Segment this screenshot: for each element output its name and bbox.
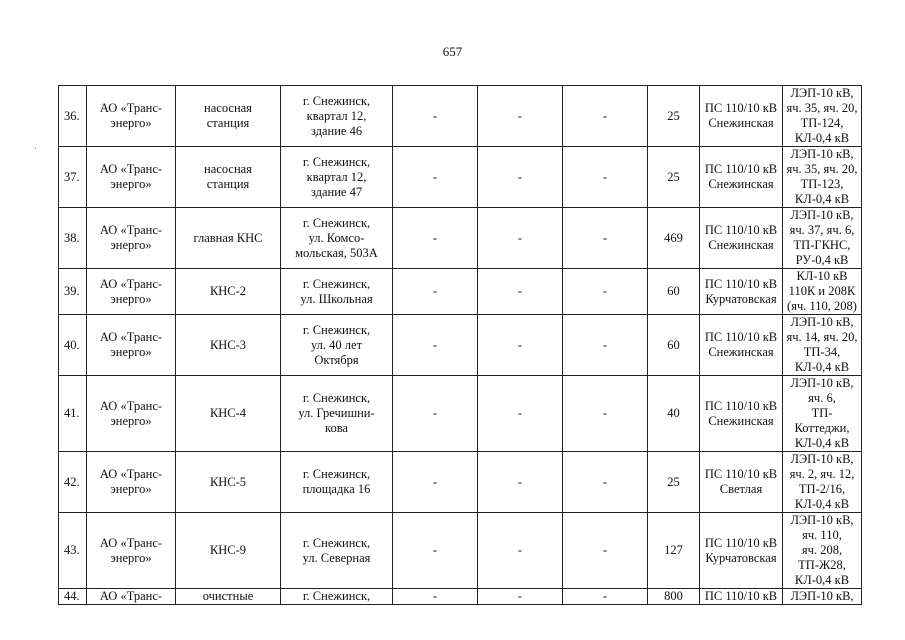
col-6-cell: - bbox=[563, 86, 648, 147]
object-name-cell: КНС-5 bbox=[176, 452, 281, 513]
row-number-cell: 41. bbox=[59, 376, 87, 452]
col-5-cell: - bbox=[478, 86, 563, 147]
address-cell: г. Снежинск, ул. Комсо- мольская, 503А bbox=[281, 208, 393, 269]
object-name-cell: КНС-2 bbox=[176, 269, 281, 315]
address-cell: г. Снежинск, bbox=[281, 589, 393, 605]
data-table bbox=[58, 85, 862, 605]
address-cell: г. Снежинск, ул. Гречишни- кова bbox=[281, 376, 393, 452]
substation-cell: ПС 110/10 кВ Курчатовская bbox=[700, 269, 783, 315]
power-kw-cell: 60 bbox=[648, 269, 700, 315]
row-number-cell: 40. bbox=[59, 315, 87, 376]
col-6-cell: - bbox=[563, 315, 648, 376]
col-4-cell: - bbox=[393, 513, 478, 589]
table-row bbox=[59, 208, 862, 269]
supply-line-cell: ЛЭП-10 кВ, яч. 6, ТП-Коттеджи, КЛ-0,4 кВ bbox=[783, 376, 862, 452]
row-number-cell: 36. bbox=[59, 86, 87, 147]
organization-cell: АО «Транс- энерго» bbox=[87, 269, 176, 315]
col-6-cell: - bbox=[563, 589, 648, 605]
supply-line-cell: ЛЭП-10 кВ, яч. 110, яч. 208, ТП-Ж28, КЛ-0,4 кВ bbox=[783, 513, 862, 589]
address-cell: г. Снежинск, ул. 40 лет Октября bbox=[281, 315, 393, 376]
power-kw-cell: 469 bbox=[648, 208, 700, 269]
scan-speck bbox=[35, 148, 36, 149]
object-name-cell: главная КНС bbox=[176, 208, 281, 269]
col-6-cell: - bbox=[563, 269, 648, 315]
supply-line-cell: ЛЭП-10 кВ, яч. 2, яч. 12, ТП-2/16, КЛ-0,4 кВ bbox=[783, 452, 862, 513]
col-5-cell: - bbox=[478, 589, 563, 605]
address-cell: г. Снежинск, ул. Северная bbox=[281, 513, 393, 589]
address-cell: г. Снежинск, площадка 16 bbox=[281, 452, 393, 513]
table-row bbox=[59, 589, 862, 605]
substation-cell: ПС 110/10 кВ Снежинская bbox=[700, 86, 783, 147]
col-5-cell: - bbox=[478, 452, 563, 513]
power-kw-cell: 800 bbox=[648, 589, 700, 605]
power-kw-cell: 25 bbox=[648, 452, 700, 513]
supply-line-cell: ЛЭП-10 кВ, яч. 14, яч. 20, ТП-34, КЛ-0,4 кВ bbox=[783, 315, 862, 376]
organization-cell: АО «Транс- энерго» bbox=[87, 147, 176, 208]
col-4-cell: - bbox=[393, 86, 478, 147]
object-name-cell: КНС-4 bbox=[176, 376, 281, 452]
supply-line-cell: ЛЭП-10 кВ, яч. 37, яч. 6, ТП-ГКНС, РУ-0,4 кВ bbox=[783, 208, 862, 269]
col-6-cell: - bbox=[563, 513, 648, 589]
row-number-cell: 44. bbox=[59, 589, 87, 605]
col-6-cell: - bbox=[563, 376, 648, 452]
organization-cell: АО «Транс- bbox=[87, 589, 176, 605]
row-number-cell: 43. bbox=[59, 513, 87, 589]
supply-line-cell: КЛ-10 кВ 110К и 208К (яч. 110, 208) bbox=[783, 269, 862, 315]
col-4-cell: - bbox=[393, 147, 478, 208]
col-4-cell: - bbox=[393, 269, 478, 315]
col-4-cell: - bbox=[393, 315, 478, 376]
organization-cell: АО «Транс- энерго» bbox=[87, 208, 176, 269]
organization-cell: АО «Транс- энерго» bbox=[87, 315, 176, 376]
table-row bbox=[59, 269, 862, 315]
table-row bbox=[59, 452, 862, 513]
object-name-cell: КНС-9 bbox=[176, 513, 281, 589]
address-cell: г. Снежинск, квартал 12, здание 46 bbox=[281, 86, 393, 147]
col-6-cell: - bbox=[563, 147, 648, 208]
power-kw-cell: 25 bbox=[648, 86, 700, 147]
row-number-cell: 42. bbox=[59, 452, 87, 513]
table-row bbox=[59, 147, 862, 208]
organization-cell: АО «Транс- энерго» bbox=[87, 452, 176, 513]
page-number: 657 bbox=[442, 44, 463, 59]
substation-cell: ПС 110/10 кВ Курчатовская bbox=[700, 513, 783, 589]
col-5-cell: - bbox=[478, 269, 563, 315]
col-4-cell: - bbox=[393, 376, 478, 452]
supply-line-cell: ЛЭП-10 кВ, bbox=[783, 589, 862, 605]
substation-cell: ПС 110/10 кВ Снежинская bbox=[700, 376, 783, 452]
row-number-cell: 37. bbox=[59, 147, 87, 208]
power-kw-cell: 40 bbox=[648, 376, 700, 452]
row-number-cell: 39. bbox=[59, 269, 87, 315]
col-4-cell: - bbox=[393, 589, 478, 605]
address-cell: г. Снежинск, квартал 12, здание 47 bbox=[281, 147, 393, 208]
substation-cell: ПС 110/10 кВ Снежинская bbox=[700, 147, 783, 208]
power-kw-cell: 127 bbox=[648, 513, 700, 589]
table-row bbox=[59, 376, 862, 452]
substation-cell: ПС 110/10 кВ Снежинская bbox=[700, 315, 783, 376]
col-5-cell: - bbox=[478, 315, 563, 376]
power-kw-cell: 25 bbox=[648, 147, 700, 208]
col-6-cell: - bbox=[563, 452, 648, 513]
object-name-cell: очистные bbox=[176, 589, 281, 605]
organization-cell: АО «Транс- энерго» bbox=[87, 376, 176, 452]
col-6-cell: - bbox=[563, 208, 648, 269]
col-5-cell: - bbox=[478, 513, 563, 589]
object-name-cell: насосная станция bbox=[176, 147, 281, 208]
substation-cell: ПС 110/10 кВ Снежинская bbox=[700, 208, 783, 269]
supply-line-cell: ЛЭП-10 кВ, яч. 35, яч. 20, ТП-124, КЛ-0,4 кВ bbox=[783, 86, 862, 147]
col-5-cell: - bbox=[478, 376, 563, 452]
organization-cell: АО «Транс- энерго» bbox=[87, 86, 176, 147]
col-5-cell: - bbox=[478, 147, 563, 208]
supply-line-cell: ЛЭП-10 кВ, яч. 35, яч. 20, ТП-123, КЛ-0,4 кВ bbox=[783, 147, 862, 208]
address-cell: г. Снежинск, ул. Школьная bbox=[281, 269, 393, 315]
table-row bbox=[59, 513, 862, 589]
object-name-cell: КНС-3 bbox=[176, 315, 281, 376]
table-row bbox=[59, 315, 862, 376]
substation-cell: ПС 110/10 кВ Светлая bbox=[700, 452, 783, 513]
object-name-cell: насосная станция bbox=[176, 86, 281, 147]
table-row bbox=[59, 86, 862, 147]
power-kw-cell: 60 bbox=[648, 315, 700, 376]
substation-cell: ПС 110/10 кВ bbox=[700, 589, 783, 605]
col-4-cell: - bbox=[393, 208, 478, 269]
organization-cell: АО «Транс- энерго» bbox=[87, 513, 176, 589]
col-5-cell: - bbox=[478, 208, 563, 269]
row-number-cell: 38. bbox=[59, 208, 87, 269]
col-4-cell: - bbox=[393, 452, 478, 513]
